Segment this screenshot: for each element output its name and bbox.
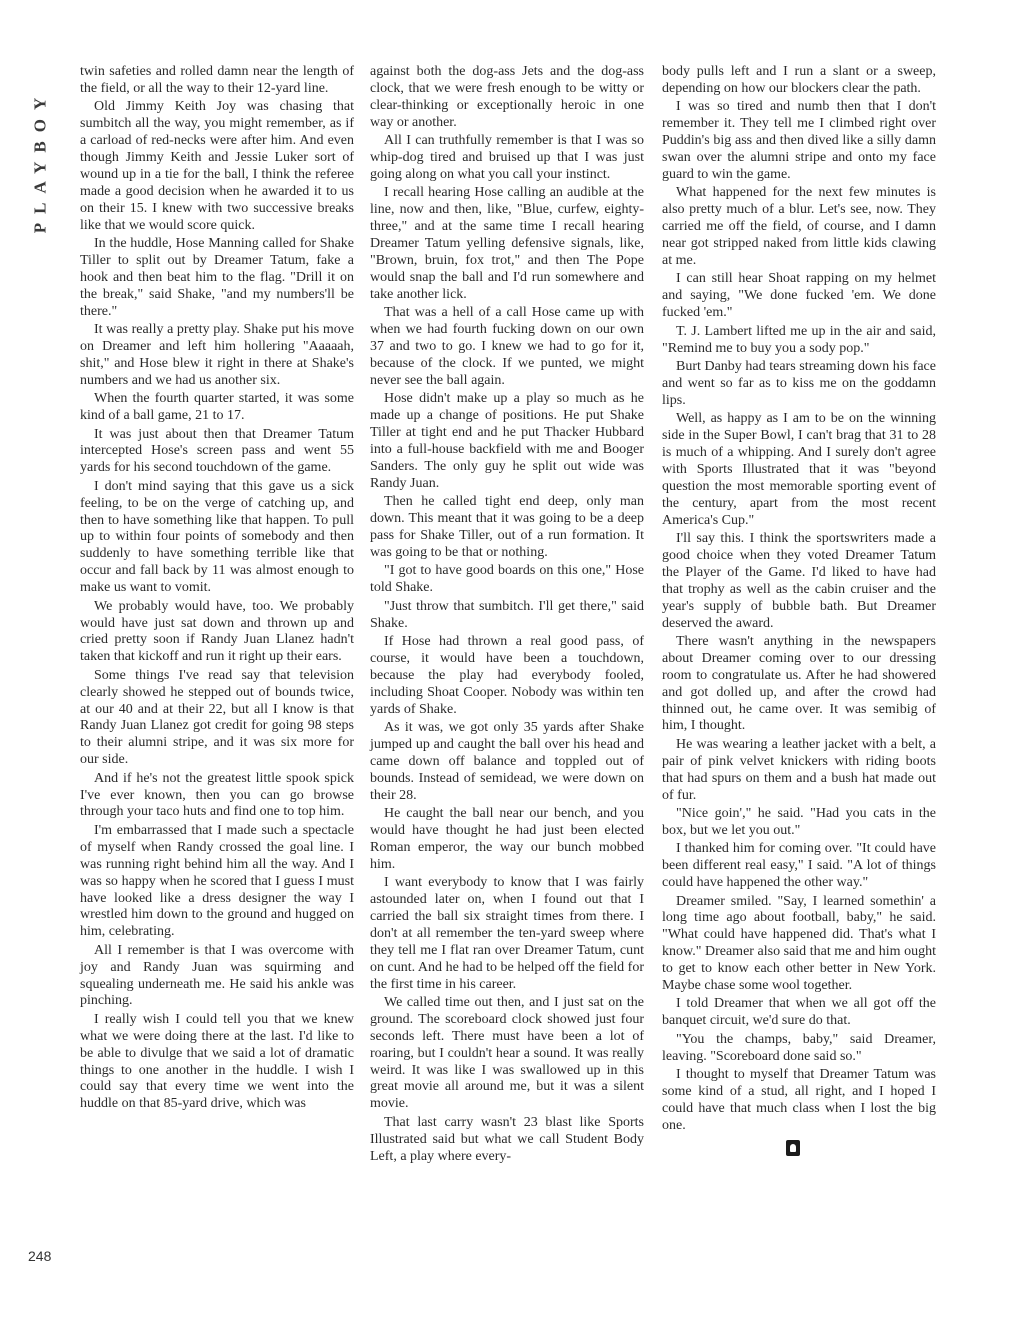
paragraph: T. J. Lambert lifted me up in the air and said, "Remind me to buy you a sody pop." <box>662 323 936 356</box>
paragraph: "Nice goin'," he said. "Had you cats in the box, but we let you out." <box>662 805 936 838</box>
paragraph: Hose didn't make up a play so much as he made up a change of positions. He put Shake Tiller at tight end and he put Thacker Hubbard into a full-house backfield with me and Booger Sanders. The only guy he split out wide was Randy Juan. <box>370 391 644 491</box>
paragraph: Old Jimmy Keith Joy was chasing that sumbitch all the way, you might remember, as if a carload of red-necks were after him. And even though Jimmy Keith and Jessie Luker sort of wound up in a tie for the ball, I think the referee made a good decision when he awarded it to us on their 15. I knew with two successive breaks like that we would score quick. <box>80 99 354 233</box>
paragraph: I don't mind saying that this gave us a sick feeling, to be on the verge of catching up, and then to have something like that happen. To pull up to within four points of somebody and then suddenly to have something terrible like that occur and fall back by 11 was almost enough to make us want to vomit. <box>80 478 354 596</box>
paragraph: against both the dog-ass Jets and the dog-ass clock, that we were fresh enough to be witty or clear-thinking or exceptionally heroic in one way or another. <box>370 64 644 130</box>
paragraph: What happened for the next few minutes is also pretty much of a blur. Let's see, now. They carried me off the field, of course, and I damn near got stripped naked from little kids clawing at me. <box>662 185 936 268</box>
paragraph: Well, as happy as I am to be on the winning side in the Super Bowl, I can't brag that 31 to 28 is much of a whipping. And I surely don't agree with Sports Illustrated that it was "beyond question the most memorable sporting event of the century, apart from the most recent America's Cup." <box>662 411 936 528</box>
text-column-3 <box>662 64 936 1162</box>
paragraph: "I got to have good boards on this one," Hose told Shake. <box>370 563 644 596</box>
paragraph: I told Dreamer that when we all got off the banquet circuit, we'd sure do that. <box>662 996 936 1029</box>
paragraph: I'm embarrassed that I made such a spectacle of myself when Randy crossed the goal line. I was running right behind him all the way. And I was so happy when he scored that I guess I must have looked like a dress designer the way I wrestled him down to the ground and hugged on him, celebrating. <box>80 822 354 940</box>
paragraph: twin safeties and rolled damn near the length of the field, or all the way to their 12-yard line. <box>80 64 354 96</box>
paragraph: It was really a pretty play. Shake put his move on Dreamer and left him hollering "Aaaaah, shit," and Hose blew it right in there at Shake's numbers and we had us another six. <box>80 322 354 388</box>
paragraph: Some things I've read say that television clearly showed he stepped out of bounds twice, at our 40 and at their 22, but all I know is that Randy Juan Llanez got credit for going 98 steps to their alumni stripe, and it was six more for our side. <box>80 667 354 768</box>
paragraph: In the huddle, Hose Manning called for Shake Tiller to split out by Dreamer Tatum, fake a hook and then beat him to the flag. "Drill it on the break," said Shake, "and my numbers'll be there." <box>80 236 354 319</box>
paragraph: All I remember is that I was overcome with joy and Randy Juan was squirming and squealing underneath me. He said his ankle was pinching. <box>80 942 354 1009</box>
paragraph: I thought to myself that Dreamer Tatum was some kind of a stud, all right, and I hoped I could have that much class when I lost the big one. <box>662 1067 936 1133</box>
paragraph: Burt Danby had tears streaming down his face and went so far as to kiss me on the goddamn lips. <box>662 358 936 408</box>
masthead-text: PLAYBOY <box>30 88 49 234</box>
paragraph: We called time out then, and I just sat on the ground. The scoreboard clock showed just four seconds left. There must have been a lot of roaring, but I couldn't hear a sound. It was really weird. It was like I was swallowed up in this great movie all around me, but it was a silent movie. <box>370 994 644 1112</box>
paragraph: He was wearing a leather jacket with a belt, a pair of pink velvet knickers with riding boots that had spurs on them and a bush hat made out of fur. <box>662 736 936 803</box>
paragraph: When the fourth quarter started, it was some kind of a ball game, 21 to 17. <box>80 391 354 424</box>
text-column-2 <box>370 64 644 1167</box>
paragraph: If Hose had thrown a real good pass, of course, it would have been a touchdown, because the play had everybody fooled, including Shoat Cooper. Nobody was within ten yards of Shake. <box>370 633 644 717</box>
paragraph: It was just about then that Dreamer Tatum intercepted Hose's screen pass and went 55 yards for his second touchdown of the game. <box>80 426 354 476</box>
paragraph: Then he called tight end deep, only man down. This meant that it was going to be a deep pass for Shake Tiller, out of a run formation. It was going to be that or nothing. <box>370 494 644 560</box>
rabbit-head-end-mark-icon <box>786 1140 800 1156</box>
paragraph: I can still hear Shoat rapping on my helmet and saying, "We done fucked 'em. We done fucked 'em." <box>662 271 936 321</box>
paragraph: And if he's not the greatest little spook spick I've ever known, then you can go browse through your taco huts and find one to top him. <box>80 770 354 820</box>
page-number: 248 <box>28 1248 52 1264</box>
paragraph: "Just throw that sumbitch. I'll get there," said Shake. <box>370 598 644 631</box>
paragraph: As it was, we got only 35 yards after Shake jumped up and caught the ball over his head and came down off balance and toppled out of bounds. Instead of semidead, we were down on their 28. <box>370 719 644 803</box>
paragraph: All I can truthfully remember is that I was so whip-dog tired and bruised up that I was just going along on what you call your instinct. <box>370 133 644 182</box>
paragraph: I recall hearing Hose calling an audible at the line, now and then, like, "Blue, curfew, eighty-three," and at the same time I recall hearing Dreamer Tatum yelling defensive signals, like, "Brown, bruin, fox trot," and then The Pope would snap the ball and I'd run somewhere and take another lick. <box>370 185 644 302</box>
paragraph: I'll say this. I think the sportswriters made a good choice when they voted Dreamer Tatum the Player of the Game. I'd liked to have had that trophy as well as the cabin cruiser and the year's supply of bubble bath. But Dreamer deserved the award. <box>662 530 936 631</box>
paragraph: I thanked him for coming over. "It could have been different real easy," I said. "A lot of things could have happened the other way." <box>662 841 936 891</box>
paragraph: body pulls left and I run a slant or a sweep, depending on how our blockers clear the path. <box>662 64 936 96</box>
paragraph: I was so tired and numb then that I don't remember it. They tell me I climbed right over Puddin's big ass and then dived like a silly damn swan over the alumni stripe and onto my face guard to win the game. <box>662 99 936 182</box>
paragraph: There wasn't anything in the newspapers about Dreamer coming over to our dressing room to congratulate us. After he had showered and got dolled up, and after the crowd had thinned out, he came over. It was semibig of him, I thought. <box>662 633 936 734</box>
end-mark <box>662 1136 936 1162</box>
masthead <box>28 66 52 256</box>
paragraph: We probably would have, too. We probably would have just sat down and thrown up and cried pretty soon if Randy Juan Llanez hadn't taken that kickoff and run it right up their ears. <box>80 598 354 665</box>
paragraph: "You the champs, baby," said Dreamer, leaving. "Scoreboard done said so." <box>662 1031 936 1064</box>
text-column-1 <box>80 64 354 1115</box>
paragraph: I want everybody to know that I was fairly astounded later on, when I found out that I carried the ball six straight times from there. I don't at all remember the ten-yard sweep where they tell me I flat ran over Dreamer Tatum, cunt on cunt. And he had to be helped off the field for the first time in his career. <box>370 875 644 992</box>
paragraph: That last carry wasn't 23 blast like Sports Illustrated said but what we call Student Body Left, a play where every- <box>370 1114 644 1164</box>
paragraph: That was a hell of a call Hose came up with when we had fourth fucking down on our own 37 and two to go. I knew we had to go for it, because of the clock. If we punted, we might never see the ball again. <box>370 305 644 388</box>
paragraph: He caught the ball near our bench, and you would have thought he had just been elected Roman emperor, the way our bunch mobbed him. <box>370 805 644 872</box>
paragraph: Dreamer smiled. "Say, I learned somethin' a long time ago about football, baby," he said. "What could have happened did. That's what I know." Dreamer also said that me and him ought to get to know each other better in New York. Maybe chase some wool together. <box>662 893 936 994</box>
paragraph: I really wish I could tell you that we knew what we were doing there at the last. I'd like to be able to divulge that we said a lot of dramatic things to one another in the huddle. I wish I could say that every time we went into the huddle on that 85-yard drive, which was <box>80 1011 354 1112</box>
